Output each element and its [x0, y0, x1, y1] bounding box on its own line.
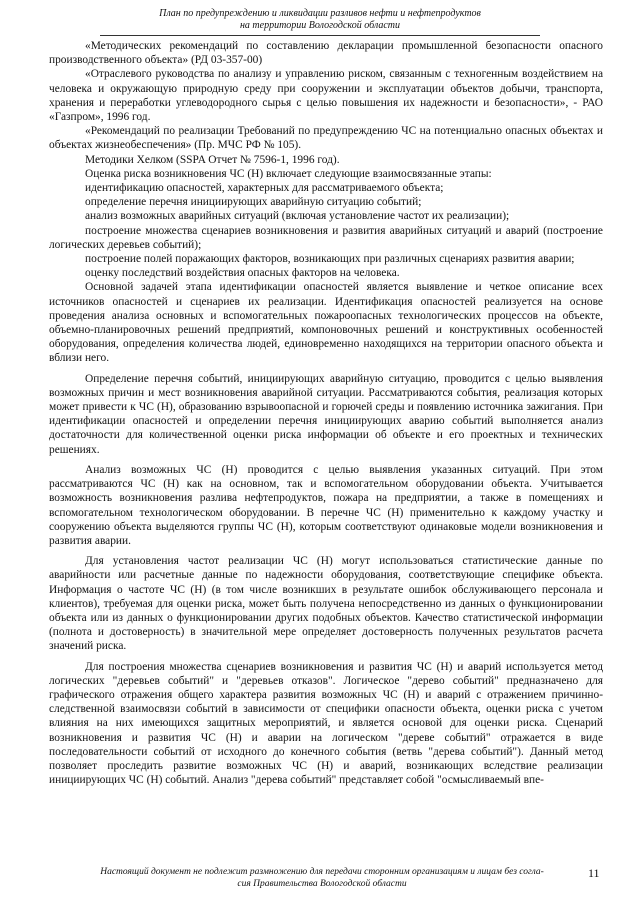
page-number: 11 — [588, 866, 600, 880]
paragraph-mchs-reference: «Рекомендаций по реализации Требований по предупреждению ЧС на потенциально опасных объектах и объектах жизнеобеспечения» (Пр. МЧС РФ № 105). — [49, 125, 603, 152]
header-rule — [100, 35, 540, 36]
paragraph-frequency-estimation: Для установления частот реализации ЧС (Н) могут использоваться статистические данные по аварийности или расчетные данные по надежности оборудования, соответствующие специфике объекта. Информация о частоте ЧС (Н) (в том числе возникших в результате ошибок обслуживающего персонала и клиентов), требуемая для оценки риска, может быть получена непосредственно из данных о функционировании объекта или из данных о функционировании других подобных объектов. Качество статистической информации (полнота и достоверность) в значительной мере определяет достоверность полученных результатов расчета значений риска. — [49, 555, 603, 653]
paragraph-risk-stages-intro: Оценка риска возникновения ЧС (Н) включает следующие взаимосвязанные этапы: — [85, 167, 492, 180]
paragraph-identification-task: Основной задачей этапа идентификации опасностей является выявление и четкое описание всех источников опасностей и сценариев их реализации. Идентификация опасностей реализуется на основе проведения анализа основных и вспомогательных пожароопасных технологических процессов на объекте, объемно-планировочных решений предприятий, компоновочных решений и конструктивных особенностей оборудования, определения количества людей, единовременно находящихся на территории опасного объекта и вблизи него. — [49, 281, 603, 365]
paragraph-rd-reference: «Методических рекомендаций по составлению декларации промышленной безопасности опасного производственного объекта» (РД 03-357-00) — [49, 40, 603, 67]
page-footer — [62, 866, 582, 890]
list-item-scenario-construction: построение множества сценариев возникновения и развития аварийных ситуаций и аварий (построение логических деревьев событий); — [49, 224, 603, 251]
paragraph-helcom-reference: Методики Хелком (SSPA Отчет № 7596-1, 1996 год). — [85, 153, 340, 166]
paragraph-gazprom-reference: «Отраслевого руководства по анализу и управлению риском, связанным с техногенным воздействием на человека и окружающую природную среду при сооружении и эксплуатации объектов добычи, транспорта, хранения и переработки углеводородного сырья с целью повышения их надежности и безопасности», - РАО «Газпром», 1996 год. — [49, 68, 603, 124]
footer-notice-line2: сия Правительства Вологодской области — [237, 879, 407, 889]
header-region-line: на территории Вологодской области — [239, 20, 401, 31]
body-text — [49, 39, 603, 787]
paragraph-emergency-analysis: Анализ возможных ЧС (Н) проводится с целью выявления указанных ситуаций. При этом рассматриваются ЧС (Н) как на основном, так и вспомогательном оборудовании объекта. Учитывается возможность возникновения разлива нефтепродуктов, пожара на предприятии, а также в помещениях и вспомогательном технологическом оборудовании. В перечне ЧС (Н) применительно к каждому участку и сооружению объекта выделяются группы ЧС (Н), которым соответствуют одинаковые модели возникновения и развития аварии. — [49, 463, 603, 547]
list-item-initiating-events: определение перечня инициирующих аварийную ситуацию событий; — [85, 196, 422, 209]
running-header — [100, 8, 540, 32]
list-item-consequence-assessment: оценку последствий воздействия опасных факторов на человека. — [85, 267, 400, 280]
paragraph-initiating-events: Определение перечня событий, инициирующих аварийную ситуацию, проводится с целью выявления возможных причин и мест возникновения аварийной ситуации. Рассматриваются события, реализация которых может привести к ЧС (Н), образованию взрывоопасной и горючей среды и появлению источника зажигания. При идентификации опасностей и определении перечня инициирующих аварию событий выполняется анализ достаточности для количественной оценки риска информации об объекте и его проектных и технических решениях. — [49, 372, 603, 456]
header-title-line: План по предупреждению и ликвидации разливов нефти и нефтепродуктов — [159, 8, 481, 19]
list-item-damage-fields: построение полей поражающих факторов, возникающих при различных сценариях развития аварии; — [85, 253, 575, 266]
paragraph-event-tree-method: Для построения множества сценариев возникновения и развития ЧС (Н) и аварий используется метод логических "деревьев событий" и "деревьев отказов". Логическое "дерево событий" предназначено для графического отражения общего характера развития возможных ЧС (Н) и аварий с отражением причинно-следственной взаимосвязи событий в зависимости от специфики опасности объекта, оценки риска с учетом влияния на них имеющихся защитных мероприятий, и является основой для оценки риска. Сценарий возникновения и развития ЧС (Н) и аварии на логическом "дереве событий" отражается в виде последовательности событий от исходного до конечного события (ветвь "дерева событий"). Данный метод позволяет проследить развитие возможных ЧС (Н) и аварий, возникающих вследствие реализации инициирующих ЧС (Н) событий. Анализ "дерева событий" представляет собой "осмысливаемый впе- — [49, 660, 603, 787]
list-item-hazard-identification: идентификацию опасностей, характерных для рассматриваемого объекта; — [85, 182, 444, 195]
footer-notice-line1: Настоящий документ не подлежит размножению для передачи сторонним организациям и лицам без согла- — [100, 867, 544, 877]
list-item-emergency-analysis: анализ возможных аварийных ситуаций (включая установление частот их реализации); — [85, 210, 510, 223]
